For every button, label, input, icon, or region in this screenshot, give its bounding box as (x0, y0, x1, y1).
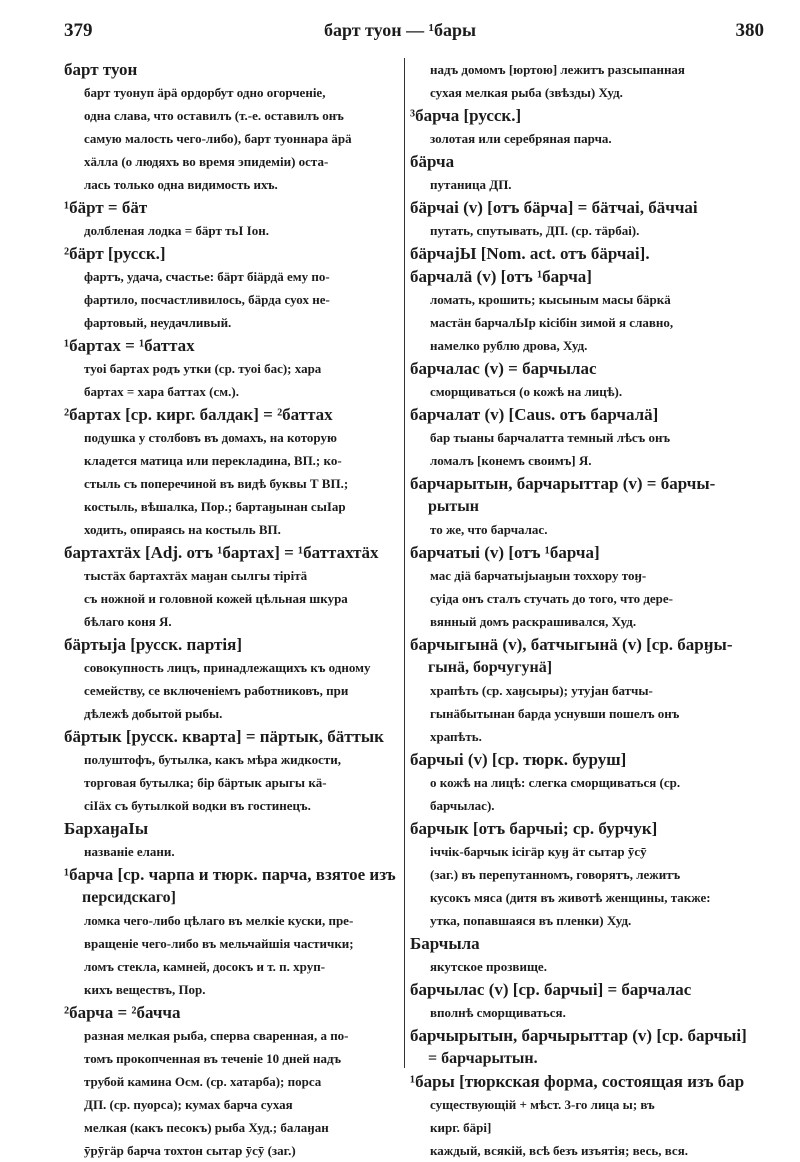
entry-text-line: путаница ДП. (430, 177, 512, 192)
entry-text-line: ӯрӯгӓр барча тохтон сытар ӯсӯ (заг.) (84, 1143, 296, 1158)
entry-headword-line: бӓрчаі (v) [отъ бӓрча] = бӓтчаі, бӓччаі (410, 198, 698, 217)
entry-headword-line: ³барча [русск.] (410, 106, 522, 125)
entry-text-line: томъ прокопченная въ теченіе 10 дней надъ (84, 1051, 342, 1066)
entry-text-line: барчылас). (430, 798, 495, 813)
entry-text-line: кихъ веществъ, Пор. (84, 982, 206, 997)
entry-headword-line: ²бартах [ср. кирг. балдак] = ²баттах (64, 405, 333, 424)
entry-text-line: ломъ стекла, камней, досокъ и т. п. хруп- (84, 959, 326, 974)
entry-text-line: іччік-барчык ісігӓр куӈ ӓт сытар ӯсӯ (430, 844, 647, 859)
entry-headword-line: бӓрчајЫ [Nom. act. отъ бӓрчаі]. (410, 244, 650, 263)
entry-headword-line: барчык [отъ барчыі; ср. бурчук] (410, 819, 658, 838)
entry-text-line: кладется матица или перекладина, ВП.; ко- (84, 453, 342, 468)
entry-headword-line: Барчыла (410, 934, 480, 953)
entry-text-line: бѣлаго коня Я. (84, 614, 172, 629)
entry-text-line: вполнѣ сморщиваться. (430, 1005, 566, 1020)
entry-text-line: путать, спутывать, ДП. (ср. тӓрбаі). (430, 223, 640, 238)
entry-text-line: фартило, посчастливилось, бӓрда суох не- (84, 292, 330, 307)
entry-text-line: надъ домомъ [юртою] лежитъ разсыпанная (430, 62, 685, 77)
page-header (0, 20, 800, 46)
running-title: барт туон — ¹бары (323, 20, 477, 40)
entry-text-line: вращеніе чего-либо въ мельчайшія частички; (84, 936, 354, 951)
entry-text-line: храпѣть (ср. хаӈсыры); утујан батчы- (430, 683, 653, 698)
entry-headword-line: БархаӈаӀы (64, 819, 149, 838)
entry-text-line: ломка чего-либо цѣлаго въ мелкіе куски, пре- (84, 913, 354, 928)
entry-headword-line: бартахтӓх [Adj. отъ ¹бартах] = ¹баттахтӓх (64, 543, 379, 562)
entry-text-line: сіӀӓх съ бутылкой водки въ гостинецъ. (84, 798, 311, 813)
entry-text-line: бар тыаны барчалатта темный лѣсъ онъ (430, 430, 671, 445)
entry-text-line: то же, что барчалас. (430, 522, 548, 537)
entry-text-line: лась только одна видимость ихъ. (84, 177, 278, 192)
entry-text-line: о кожѣ на лицѣ: слегка сморщиваться (ср. (430, 775, 681, 790)
entry-text-line: трубой камина Осм. (ср. хатарба); порса (84, 1074, 322, 1089)
entry-headword-line: барт туон (64, 60, 138, 79)
entry-headword-line: барчалас (v) = барчылас (410, 359, 597, 378)
entry-headword-line: ¹бартах = ¹баттах (64, 336, 195, 355)
entry-text-line: костыль, вѣшалка, Пор.; бартаӈынан сыӀар (84, 499, 346, 514)
entry-headword-line: бӓртык [русск. кварта] = пӓртык, бӓттык (64, 727, 384, 746)
entry-text-line: названіе елани. (84, 844, 175, 859)
entry-headword-line: барчарытын, барчарыттар (v) = барчы- (410, 474, 716, 493)
entry-text-line: ходить, опираясь на костыль ВП. (84, 522, 281, 537)
entry-headword-line: бӓртыја [русск. партія] (64, 635, 242, 654)
entry-text-line: тыстӓх бартахтӓх маӈан сылгы тірітӓ (84, 568, 308, 583)
entry-text-line: одна слава, что оставилъ (т.-е. оставилъ онъ (84, 108, 344, 123)
entry-headword-line: рытын (428, 498, 479, 515)
entry-text-line: полуштофъ, бутылка, какъ мѣра жидкости, (84, 752, 341, 767)
entry-headword-line: бӓрча (410, 152, 455, 171)
entry-text-line: сморщиваться (о кожѣ на лицѣ). (430, 384, 623, 399)
entry-text-line: подушка у столбовъ въ домахъ, на которую (84, 430, 337, 445)
entry-text-line: мас діӓ барчатыјыаӈын тоххору тоӈ- (430, 568, 647, 583)
entry-text-line: сухая мелкая рыба (звѣзды) Худ. (430, 85, 623, 100)
column-divider (404, 58, 405, 1068)
entry-headword-line: барчатыі (v) [отъ ¹барча] (410, 543, 600, 562)
entry-text-line: вянный домъ раскрашивался, Худ. (430, 614, 637, 629)
entry-headword-line: барчыі (v) [ср. тюрк. буруш] (410, 750, 627, 769)
entry-text-line: каждый, всякій, всѣ безъ изъятія; весь, вся. (430, 1143, 688, 1158)
entry-text-line: стыль съ поперечиной въ видѣ буквы Т ВП.; (84, 476, 349, 491)
entry-text-line: торговая бутылка; бір бӓртык арыгы кӓ- (84, 775, 327, 790)
entry-text-line: ломалъ [конемъ своимъ] Я. (430, 453, 592, 468)
entry-text-line: утка, попавшаяся въ пленки) Худ. (430, 913, 632, 928)
entry-text-line: хӓлла (о людяхъ во время эпидеміи) оста- (84, 154, 329, 169)
entry-text-line: гынӓбытынан барда уснувши пошелъ онъ (430, 706, 680, 721)
page-number-left: 379 (64, 20, 93, 41)
entry-headword-line: барчалат (v) [Caus. отъ барчалӓ] (410, 405, 659, 424)
entry-text-line: барт туонуп ӓрӓ ордорбут одно огорченіе, (84, 85, 326, 100)
entry-text-line: долбленая лодка = бӓрт тьӀ Іон. (84, 223, 269, 238)
entry-text-line: дѣлежѣ добытой рыбы. (84, 706, 223, 721)
entry-text-line: храпѣть. (430, 729, 482, 744)
entry-text-line: мастӓн барчалЫр кісібін зимой я славно, (430, 315, 674, 330)
entry-text-line: суіда онъ сталъ стучать до того, что дере- (430, 591, 673, 606)
entry-text-line: кусокъ мяса (дитя въ животѣ женщины, также: (430, 890, 711, 905)
entry-headword-line: барчылас (v) [ср. барчыі] = барчалас (410, 980, 692, 999)
entry-text-line: золотая или серебряная парча. (430, 131, 612, 146)
left-column (64, 58, 398, 1162)
right-column (410, 58, 772, 1162)
entry-headword-line: ²бӓрт [русск.] (64, 244, 166, 263)
entry-text-line: намелко рублю дрова, Худ. (430, 338, 588, 353)
entry-headword-line: ¹бары [тюркская форма, состоящая изъ бар (410, 1072, 745, 1091)
entry-text-line: съ ножной и головной кожей цѣльная шкура (84, 591, 348, 606)
entry-headword-line: гынӓ, борчугунӓ] (428, 659, 553, 676)
entry-text-line: туоі бартах родъ утки (ср. туоі бас); хара (84, 361, 322, 376)
entry-text-line: бартах = хара баттах (см.). (84, 384, 239, 399)
entry-text-line: самую малость чего-либо), барт туоннара ӓрӓ (84, 131, 352, 146)
entry-text-line: мелкая (какъ песокъ) рыба Худ.; балаӈан (84, 1120, 329, 1135)
entry-text-line: ломать, крошить; кысыным масы бӓркӓ (430, 292, 671, 307)
entry-text-line: кирг. бӓрі] (430, 1120, 492, 1135)
entry-headword-line: ¹барча [ср. чарпа и тюрк. парча, взятое изъ (64, 865, 396, 884)
entry-headword-line: ¹бӓрт = бӓт (64, 198, 148, 217)
entry-headword-line: барчыгынӓ (v), батчыгынӓ (v) [ср. барӈы- (410, 635, 733, 654)
page-number-right: 380 (735, 20, 764, 41)
entry-text-line: ДП. (ср. пуорса); кумах барча сухая (84, 1097, 293, 1112)
entry-text-line: (заг.) въ перепутанномъ, говорятъ, лежитъ (430, 867, 681, 882)
entry-headword-line: барчалӓ (v) [отъ ¹барча] (410, 267, 592, 286)
entry-headword-line: ²барча = ²бачча (64, 1003, 181, 1022)
entry-text-line: существующій + мѣст. 3-го лица ы; въ (430, 1097, 655, 1112)
entry-headword-line: персидскаго] (82, 889, 176, 906)
entry-headword-line: = барчарытын. (428, 1050, 538, 1067)
entry-text-line: совокупность лицъ, принадлежащихъ къ одному (84, 660, 371, 675)
entry-text-line: семейству, се включеніемъ работниковъ, при (84, 683, 349, 698)
entry-headword-line: барчырытын, барчырыттар (v) [ср. барчыі] (410, 1026, 747, 1045)
entry-text-line: фартовый, неудачливый. (84, 315, 232, 330)
entry-text-line: разная мелкая рыба, сперва сваренная, а по- (84, 1028, 349, 1043)
entry-text-line: фартъ, удача, счастье: бӓрт біӓрдӓ ему по- (84, 269, 330, 284)
entry-text-line: якутское прозвище. (430, 959, 547, 974)
